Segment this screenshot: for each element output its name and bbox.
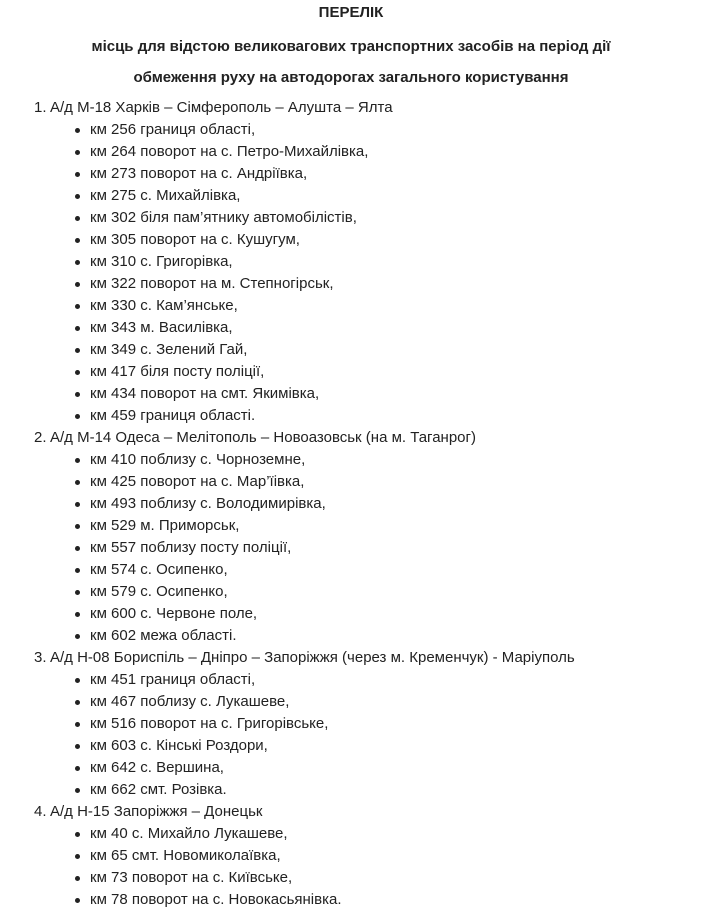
list-item: км 410 поблизу с. Чорноземне, <box>0 449 702 471</box>
document-subtitle-line-2: обмеження руху на автодорогах загального користування <box>133 69 569 86</box>
list-item: км 529 м. Приморськ, <box>0 515 702 537</box>
road-list <box>0 97 702 911</box>
list-item: км 273 поворот на с. Андріївка, <box>0 163 702 185</box>
document-title: ПЕРЕЛІК <box>318 4 384 21</box>
list-item: км 579 с. Осипенко, <box>0 581 702 603</box>
road-number: 2. <box>34 429 47 446</box>
road-name: А/д М-14 Одеса – Мелітополь – Новоазовськ (на м. Таганрог) <box>50 429 476 446</box>
list-item: км 65 смт. Новомиколаївка, <box>0 845 702 867</box>
list-item: км 425 поворот на с. Мар’їівка, <box>0 471 702 493</box>
list-item: км 275 с. Михайлівка, <box>0 185 702 207</box>
list-item: км 343 м. Василівка, <box>0 317 702 339</box>
road-heading <box>0 427 702 449</box>
list-item: км 310 с. Григорівка, <box>0 251 702 273</box>
road-name: А/д М-18 Харків – Сімферополь – Алушта – Ялта <box>50 99 393 116</box>
list-item: км 600 с. Червоне поле, <box>0 603 702 625</box>
list-item: км 349 с. Зелений Гай, <box>0 339 702 361</box>
road-heading <box>0 97 702 119</box>
list-item: км 493 поблизу с. Володимирівка, <box>0 493 702 515</box>
list-item: км 642 с. Вершина, <box>0 757 702 779</box>
list-item: км 305 поворот на с. Кушугум, <box>0 229 702 251</box>
list-item: км 78 поворот на с. Новокасьянівка. <box>0 889 702 911</box>
list-item: км 516 поворот на с. Григорівське, <box>0 713 702 735</box>
list-item: км 603 с. Кінські Роздори, <box>0 735 702 757</box>
list-item: км 40 с. Михайло Лукашеве, <box>0 823 702 845</box>
document-subtitle-line-1: місць для відстою великовагових транспортних засобів на період дії <box>91 38 611 55</box>
list-item: км 302 біля пам’ятнику автомобілістів, <box>0 207 702 229</box>
list-item: км 256 границя області, <box>0 119 702 141</box>
road-heading <box>0 647 702 669</box>
list-item: км 322 поворот на м. Степногірськ, <box>0 273 702 295</box>
list-item: км 459 границя області. <box>0 405 702 427</box>
list-item: км 557 поблизу посту поліції, <box>0 537 702 559</box>
list-item: км 574 с. Осипенко, <box>0 559 702 581</box>
road-name: А/д Н-15 Запоріжжя – Донецьк <box>50 803 263 820</box>
road-heading <box>0 801 702 823</box>
road-number: 1. <box>34 99 47 116</box>
list-item: км 434 поворот на смт. Якимівка, <box>0 383 702 405</box>
list-item: км 264 поворот на с. Петро-Михайлівка, <box>0 141 702 163</box>
list-item: км 662 смт. Розівка. <box>0 779 702 801</box>
list-item: км 417 біля посту поліції, <box>0 361 702 383</box>
list-item: км 451 границя області, <box>0 669 702 691</box>
list-item: км 602 межа області. <box>0 625 702 647</box>
list-item: км 73 поворот на с. Київське, <box>0 867 702 889</box>
list-item: км 330 с. Кам’янське, <box>0 295 702 317</box>
road-name: А/д Н-08 Бориспіль – Дніпро – Запоріжжя (через м. Кременчук) - Маріуполь <box>50 649 575 666</box>
road-number: 3. <box>34 649 47 666</box>
road-number: 4. <box>34 803 47 820</box>
list-item: км 467 поблизу с. Лукашеве, <box>0 691 702 713</box>
